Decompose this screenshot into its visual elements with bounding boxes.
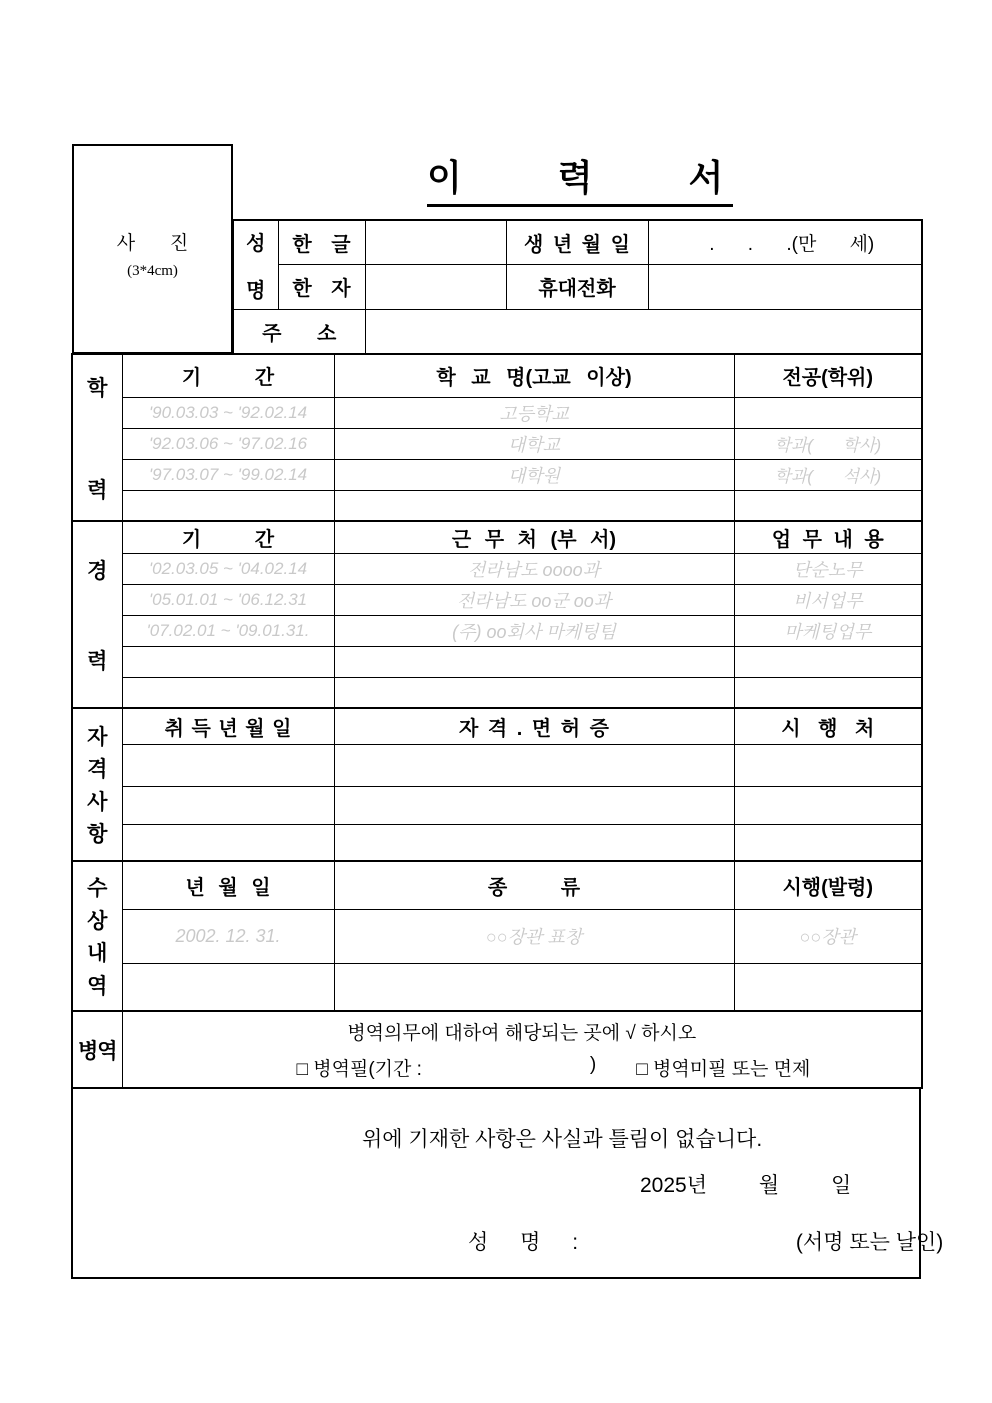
hanja-name-field[interactable] — [365, 264, 506, 309]
education-row — [72, 490, 922, 521]
award-date-header: 년 월 일 — [122, 861, 334, 909]
declaration-date-line: 2025년 월 일 — [640, 1174, 852, 1197]
career-period-cell[interactable] — [122, 677, 334, 708]
education-period-cell[interactable]: '92.03.06 ~ '97.02.16 — [122, 428, 334, 459]
qualification-license-cell[interactable] — [334, 786, 734, 824]
career-duty-cell[interactable] — [734, 646, 922, 677]
career-workplace-cell[interactable]: (주) oo회사 마케팅팀 — [334, 615, 734, 646]
military-exempt-checkbox-label[interactable]: □ 병역미필 또는 면제 — [636, 1059, 811, 1080]
birth-date-label: 생 년 월 일 — [506, 220, 648, 264]
education-period-cell[interactable]: '97.03.07 ~ '99.02.14 — [122, 459, 334, 490]
education-major-cell[interactable]: 학과( 학사) — [734, 428, 922, 459]
address-label: 주 소 — [233, 309, 365, 354]
address-field[interactable] — [365, 309, 922, 354]
award-kind-header: 종 류 — [334, 861, 734, 909]
career-workplace-header: 근 무 처 (부 서) — [334, 521, 734, 553]
qualification-row — [72, 744, 922, 786]
declaration-name-label: 성 명 : — [468, 1231, 579, 1254]
mobile-phone-field[interactable] — [648, 264, 922, 309]
declaration-sign-note: (서명 또는 날인) — [795, 1231, 944, 1254]
section-label-military: 병역 — [72, 1011, 122, 1088]
military-instruction-text: 병역의무에 대하여 해당되는 곳에 √ 하시오 — [347, 1023, 697, 1044]
career-duty-cell[interactable]: 비서업무 — [734, 584, 922, 615]
career-row — [72, 646, 922, 677]
military-options-row — [123, 1054, 922, 1081]
career-duty-cell[interactable]: 마케팅업무 — [734, 615, 922, 646]
declaration-name-row — [468, 1226, 943, 1256]
awards-label-char: 상 — [87, 909, 108, 933]
education-major-cell[interactable] — [734, 490, 922, 521]
qualification-date-cell[interactable] — [122, 824, 334, 861]
education-major-cell[interactable] — [734, 397, 922, 428]
photo-label: 사 진 — [116, 233, 189, 254]
qualification-license-cell[interactable] — [334, 744, 734, 786]
education-row — [72, 397, 922, 428]
award-kind-cell[interactable]: ○○장관 표창 — [334, 909, 734, 963]
education-period-cell[interactable]: '90.03.03 ~ '92.02.14 — [122, 397, 334, 428]
qualification-date-cell[interactable] — [122, 786, 334, 824]
career-duty-cell[interactable] — [734, 677, 922, 708]
name-table — [232, 219, 923, 355]
photo-size-note: (3*4cm) — [127, 263, 178, 279]
career-label-char: 력 — [87, 649, 108, 673]
award-date-cell[interactable] — [122, 963, 334, 1011]
name-section-label — [233, 220, 278, 309]
career-period-cell[interactable]: '02.03.05 ~ '04.02.14 — [122, 553, 334, 584]
declaration-box — [71, 1087, 944, 1279]
career-duty-cell[interactable]: 단순노무 — [734, 553, 922, 584]
career-row — [72, 677, 922, 708]
education-major-header: 전공(학위) — [734, 354, 922, 397]
career-workplace-cell[interactable] — [334, 677, 734, 708]
career-period-header: 기 간 — [122, 521, 334, 553]
award-row — [72, 909, 922, 963]
qualification-issuer-header: 시 행 처 — [734, 708, 922, 744]
qualification-row — [72, 824, 922, 861]
section-label-qualifications — [72, 708, 122, 861]
award-row — [72, 963, 922, 1011]
award-issuer-header: 시행(발령) — [734, 861, 922, 909]
declaration-statement: 위에 기재한 사항은 사실과 틀림이 없습니다. — [362, 1128, 763, 1151]
education-row — [72, 428, 922, 459]
awards-label-char: 수 — [87, 877, 108, 900]
photo-box — [72, 144, 233, 354]
awards-label-char: 내 — [87, 942, 108, 966]
career-period-cell[interactable]: '05.01.01 ~ '06.12.31 — [122, 584, 334, 615]
birth-date-field[interactable]: . . .(만 세) — [648, 220, 922, 264]
award-issuer-cell[interactable] — [734, 963, 922, 1011]
career-row — [72, 553, 922, 584]
qualification-issuer-cell[interactable] — [734, 786, 922, 824]
qualification-date-cell[interactable] — [122, 744, 334, 786]
qualification-issuer-cell[interactable] — [734, 824, 922, 861]
hangul-name-field[interactable] — [365, 220, 506, 264]
career-duty-header: 업 무 내 용 — [734, 521, 922, 553]
qualification-issuer-cell[interactable] — [734, 744, 922, 786]
education-label-char: 학 — [87, 376, 108, 400]
education-school-cell[interactable] — [334, 490, 734, 521]
education-row — [72, 459, 922, 490]
awards-label-char: 역 — [87, 974, 108, 998]
qualifications-label-char: 사 — [87, 790, 108, 814]
hangul-name-label: 한 글 — [278, 220, 365, 264]
qualification-date-header: 취 득 년 월 일 — [122, 708, 334, 744]
career-row — [72, 615, 922, 646]
qualifications-label-char: 자 — [87, 725, 108, 749]
education-period-cell[interactable] — [122, 490, 334, 521]
military-completed-checkbox-label[interactable]: □ 병역필(기간 : — [296, 1059, 422, 1080]
education-school-cell[interactable]: 대학원 — [334, 459, 734, 490]
education-period-header: 기 간 — [122, 354, 334, 397]
qualification-license-cell[interactable] — [334, 824, 734, 861]
education-school-cell[interactable]: 고등학교 — [334, 397, 734, 428]
page-title: 이 력 서 — [427, 150, 733, 207]
career-row — [72, 584, 922, 615]
career-workplace-cell[interactable] — [334, 646, 734, 677]
education-label-char: 력 — [87, 478, 108, 502]
section-label-education — [72, 354, 122, 521]
qualification-row — [72, 786, 922, 824]
section-label-awards — [72, 861, 122, 1011]
education-school-header: 학 교 명(고교 이상) — [334, 354, 734, 397]
career-label-char: 경 — [87, 559, 108, 583]
qualification-license-header: 자 격 . 면 허 증 — [334, 708, 734, 744]
career-workplace-cell[interactable]: 전라남도 oooo과 — [334, 553, 734, 584]
mobile-phone-label: 휴대전화 — [506, 264, 648, 309]
resume-sections-table — [71, 353, 923, 1089]
education-major-cell[interactable]: 학과( 석사) — [734, 459, 922, 490]
award-date-cell[interactable]: 2002. 12. 31. — [122, 909, 334, 963]
qualifications-label-char: 격 — [87, 758, 108, 782]
name-label-char-2: 명 — [246, 279, 266, 302]
section-label-career — [72, 521, 122, 708]
award-kind-cell[interactable] — [334, 963, 734, 1011]
military-service-cell — [122, 1011, 922, 1088]
career-period-cell[interactable]: '07.02.01 ~ '09.01.31. — [122, 615, 334, 646]
qualifications-label-char: 항 — [87, 823, 108, 847]
name-label-char-1: 성 — [246, 232, 266, 255]
hanja-name-label: 한 자 — [278, 264, 365, 309]
career-period-cell[interactable] — [122, 646, 334, 677]
military-period-close-paren: ) — [589, 1054, 597, 1075]
career-workplace-cell[interactable]: 전라남도 oo군 oo과 — [334, 584, 734, 615]
award-issuer-cell[interactable]: ○○장관 — [734, 909, 922, 963]
education-school-cell[interactable]: 대학교 — [334, 428, 734, 459]
